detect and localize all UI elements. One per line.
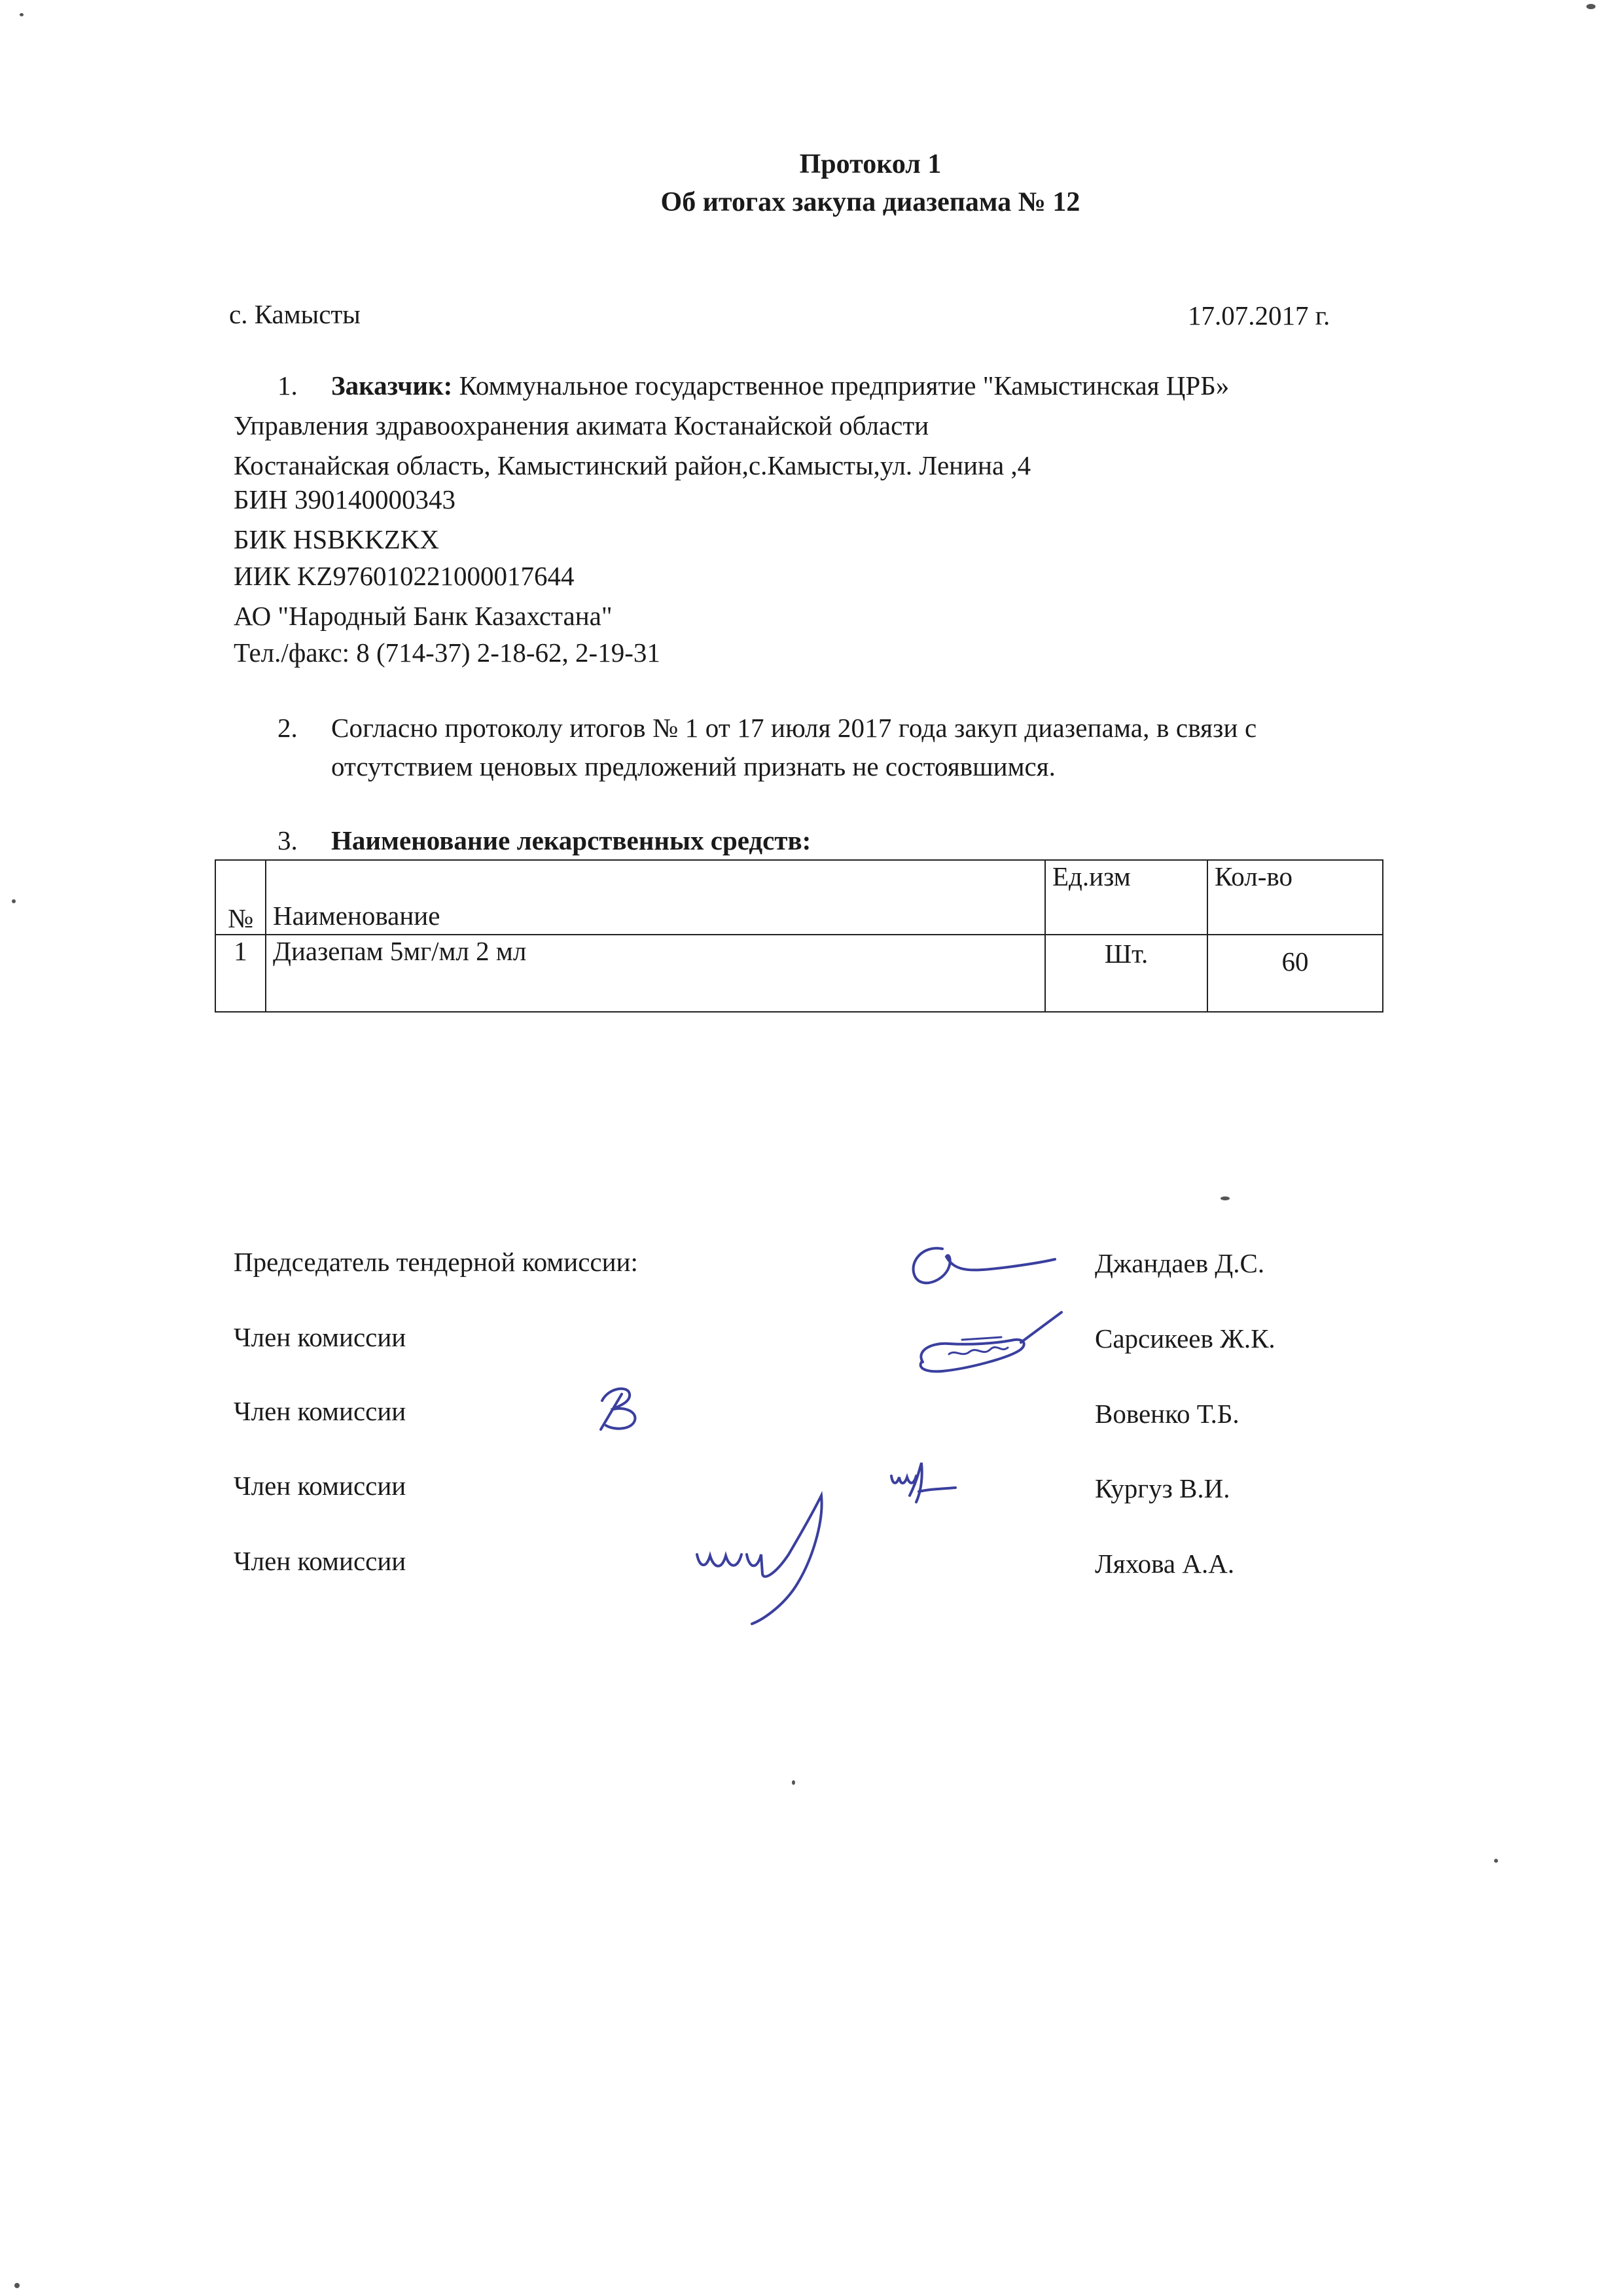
signature-name-1: Джандаев Д.С. — [1095, 1248, 1265, 1278]
row-quantity: 60 — [1207, 935, 1383, 1012]
table-row — [215, 935, 1383, 1012]
signature-role-5: Член комиссии — [234, 1546, 406, 1576]
customer-line-5: ИИК KZ976010221000017644 — [234, 561, 575, 591]
member-signature-1 — [910, 1306, 1067, 1384]
signature-name-2: Сарсикеев Ж.К. — [1095, 1323, 1275, 1354]
customer-label: Заказчик: — [331, 370, 453, 401]
document-place: с. Камысты — [229, 299, 361, 329]
member-signature-4 — [684, 1482, 847, 1633]
customer-line-6: АО "Народный Банк Казахстана" — [234, 601, 613, 631]
scan-speck — [20, 13, 24, 16]
header-quantity: Кол-во — [1207, 860, 1383, 935]
section2-number: 2. — [277, 713, 298, 743]
customer-line-2: Костанайская область, Камыстинский район,с.Камысты,ул. Ленина ,4 — [234, 450, 1031, 480]
row-name: Диазепам 5мг/мл 2 мл — [266, 935, 1045, 1012]
header-unit: Ед.изм — [1045, 860, 1207, 935]
section2-line-2: отсутствием ценовых предложений признать не состоявшимся. — [331, 751, 1056, 781]
section3-heading: Наименование лекарственных средств: — [331, 825, 812, 855]
header-name: Наименование — [266, 860, 1045, 935]
scan-speck — [14, 2283, 20, 2288]
scan-speck — [1221, 1196, 1230, 1200]
customer-line-3: БИН 390140000343 — [234, 484, 456, 514]
signature-name-4: Кургуз В.И. — [1095, 1473, 1230, 1503]
member-signature-3 — [883, 1456, 962, 1515]
signature-name-5: Ляхова А.А. — [1095, 1549, 1235, 1579]
signature-role-1: Председатель тендерной комиссии: — [234, 1247, 638, 1277]
customer-line-4: БИК HSBKKZKX — [234, 524, 439, 554]
row-unit: Шт. — [1045, 935, 1207, 1012]
signature-name-3: Вовенко Т.Б. — [1095, 1399, 1240, 1429]
scan-speck — [12, 899, 16, 903]
signature-role-2: Член комиссии — [234, 1322, 406, 1352]
document-title: Протокол 1 — [799, 149, 942, 179]
customer-line-1: Управления здравоохранения акимата Костанайской области — [234, 410, 929, 440]
scan-speck — [792, 1780, 795, 1785]
signature-role-3: Член комиссии — [234, 1396, 406, 1426]
scan-speck — [1494, 1859, 1498, 1863]
scan-speck — [1586, 4, 1596, 9]
customer-line-7: Тел./факс: 8 (714-37) 2-18-62, 2-19-31 — [234, 637, 660, 668]
section1-number: 1. — [277, 370, 298, 401]
section3-number: 3. — [277, 825, 298, 855]
header-number: № — [215, 860, 266, 935]
document-date: 17.07.2017 г. — [1188, 300, 1330, 331]
row-number: 1 — [215, 935, 266, 1012]
signature-role-4: Член комиссии — [234, 1471, 406, 1501]
medicines-table — [215, 859, 1383, 1013]
member-signature-2 — [582, 1374, 661, 1440]
section1-customer — [331, 370, 1229, 401]
document-subtitle: Об итогах закупа диазепама № 12 — [660, 187, 1080, 217]
chairman-signature — [903, 1230, 1060, 1296]
customer-name: Коммунальное государственное предприятие "Камыстинская ЦРБ» — [452, 370, 1230, 401]
table-header-row — [215, 860, 1383, 935]
section2-line-1: Согласно протоколу итогов № 1 от 17 июля 2017 года закуп диазепама, в связи с — [331, 713, 1257, 743]
